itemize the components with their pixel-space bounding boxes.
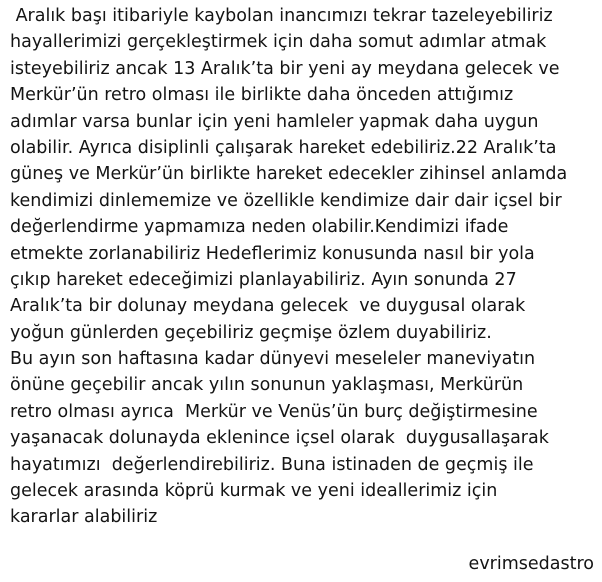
post-body <box>10 3 600 531</box>
text-line: yaşanacak dolunayda eklenince içsel olarak duygusallaşarak <box>10 428 549 449</box>
text-line: Merkür’ün retro olması ile birlikte daha önceden attığımız <box>10 85 514 106</box>
text-line: Bu ayın son haftasına kadar dünyevi meseleler maneviyatın <box>10 349 536 370</box>
text-line: Aralık başı itibariyle kaybolan inancımızı tekrar tazeleyebiliriz <box>10 6 553 26</box>
text-line: retro olması ayrıca Merkür ve Venüs’ün burç değiştirmesine <box>10 401 538 422</box>
text-line: adımlar varsa bunlar için yeni hamleler yapmak daha uygun <box>10 111 539 132</box>
text-line: değerlendirme yapmamıza neden olabilir.Kendimizi ifade <box>10 217 509 238</box>
text-line: isteyebiliriz ancak 13 Aralık’ta bir yeni ay meydana gelecek ve <box>10 58 560 79</box>
text-line: olabilir. Ayrıca disiplinli çalışarak hareket edebiliriz.22 Aralık’ta <box>10 137 557 158</box>
text-line: yoğun günlerden geçebiliriz geçmişe özlem duyabiliriz. <box>10 322 492 343</box>
text-line: güneş ve Merkür’ün birlikte hareket edecekler zihinsel anlamda <box>10 164 568 185</box>
text-line: hayallerimizi gerçekleştirmek için daha somut adımlar atmak <box>10 32 547 53</box>
text-line: hayatımızı değerlendirebiliriz. Buna istinaden de geçmiş ile <box>10 454 534 475</box>
text-line: gelecek arasında köprü kurmak ve yeni ideallerimiz için <box>10 481 498 502</box>
author-signature: evrimsedastro <box>468 554 594 574</box>
text-line: çıkıp hareket edeceğimizi planlayabiliriz. Ayın sonunda 27 <box>10 269 517 290</box>
text-line: önüne geçebilir ancak yılın sonunun yaklaşması, Merkürün <box>10 375 524 396</box>
text-line: kararlar alabiliriz <box>10 507 158 528</box>
text-line: Aralık’ta bir dolunay meydana gelecek ve duygusal olarak <box>10 296 526 317</box>
text-line: etmekte zorlanabiliriz Hedeflerimiz konusunda nasıl bir yola <box>10 243 535 264</box>
text-line: kendimizi dinlememize ve özellikle kendimize dair dair içsel bir <box>10 190 562 211</box>
